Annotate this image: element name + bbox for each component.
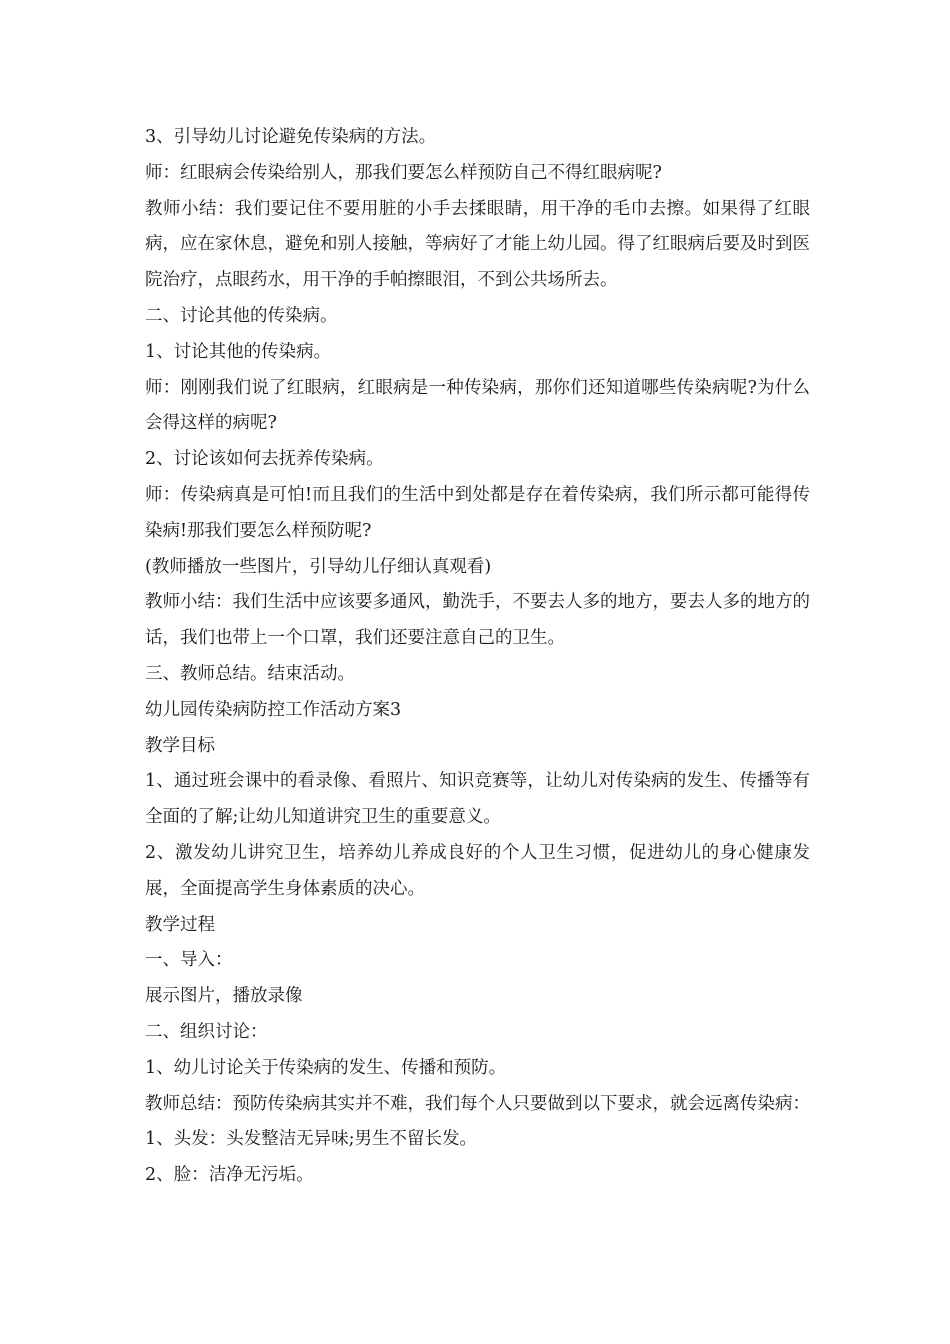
section-heading: 二、讨论其他的传染病。 bbox=[145, 305, 338, 326]
paragraph: 师：红眼病会传染给别人，那我们要怎么样预防自己不得红眼病呢? bbox=[145, 162, 662, 183]
paragraph: 1、通过班会课中的看录像、看照片、知识竞赛等，让幼儿对传染病的发生、传播等有全面的了解;让幼儿知道讲究卫生的重要意义。 bbox=[145, 771, 810, 828]
paragraph: 2、讨论该如何去抚养传染病。 bbox=[145, 449, 384, 470]
paragraph: 1、幼儿讨论关于传染病的发生、传播和预防。 bbox=[145, 1057, 507, 1078]
paragraph: 教师小结：我们要记住不要用脏的小手去揉眼睛，用干净的毛巾去擦。如果得了红眼病，应在家休息，避免和别人接触，等病好了才能上幼儿园。得了红眼病后要及时到医院治疗，点眼药水，用干净的手帕擦眼泪，不到公共场所去。 bbox=[145, 198, 810, 291]
section-heading: 二、组织讨论： bbox=[145, 1021, 268, 1042]
section-heading: 教学过程 bbox=[145, 914, 215, 935]
paragraph: 1、头发：头发整洁无异味;男生不留长发。 bbox=[145, 1129, 478, 1150]
paragraph: 师：刚刚我们说了红眼病，红眼病是一种传染病，那你们还知道哪些传染病呢?为什么会得这样的病呢? bbox=[145, 377, 810, 434]
paragraph: (教师播放一些图片，引导幼儿仔细认真观看) bbox=[145, 556, 492, 577]
paragraph: 2、激发幼儿讲究卫生，培养幼儿养成良好的个人卫生习惯，促进幼儿的身心健康发展，全面提高学生身体素质的决心。 bbox=[145, 842, 810, 899]
section-heading: 教学目标 bbox=[145, 735, 215, 756]
paragraph: 教师小结：我们生活中应该要多通风，勤洗手，不要去人多的地方，要去人多的地方的话，我们也带上一个口罩，我们还要注意自己的卫生。 bbox=[145, 592, 810, 649]
paragraph: 3、引导幼儿讨论避免传染病的方法。 bbox=[145, 127, 437, 147]
paragraph: 教师总结：预防传染病其实并不难，我们每个人只要做到以下要求，就会远离传染病： bbox=[145, 1093, 810, 1114]
paragraph: 师：传染病真是可怕!而且我们的生活中到处都是存在着传染病，我们所示都可能得传染病!那我们要怎么样预防呢? bbox=[145, 484, 810, 541]
paragraph: 2、脸：洁净无污垢。 bbox=[145, 1165, 314, 1186]
document-title: 幼儿园传染病防控工作活动方案3 bbox=[145, 699, 402, 720]
paragraph: 展示图片，播放录像 bbox=[145, 986, 303, 1007]
section-heading: 三、教师总结。结束活动。 bbox=[145, 663, 355, 684]
section-heading: 一、导入： bbox=[145, 950, 233, 971]
document-body bbox=[145, 120, 810, 1194]
paragraph: 1、讨论其他的传染病。 bbox=[145, 341, 332, 362]
